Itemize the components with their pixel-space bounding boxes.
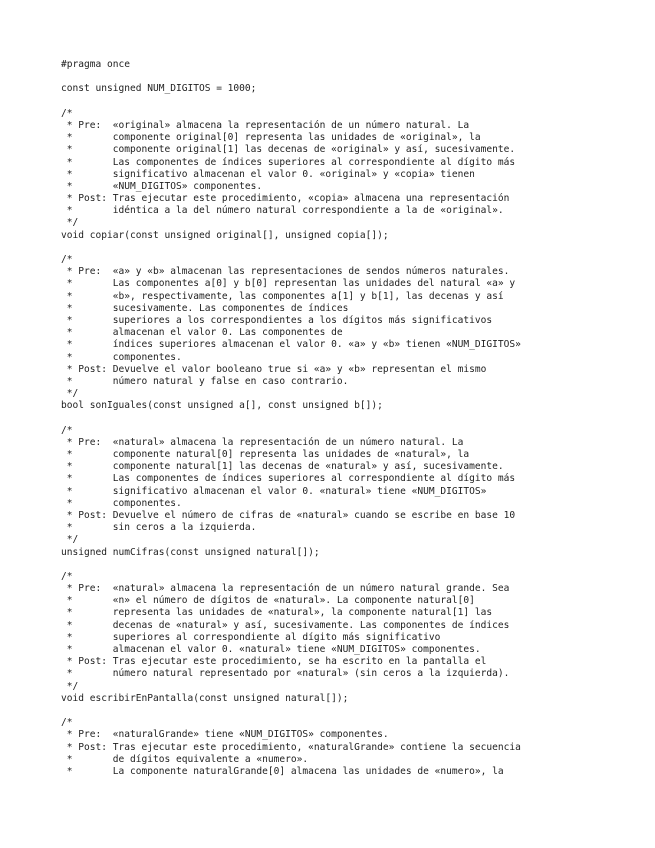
comment-line: * Pre: «naturalGrande» tiene «NUM_DIGITOS» componentes. (61, 729, 389, 741)
blank-line (61, 412, 641, 424)
blank-line (61, 242, 641, 254)
comment-line: * «n» el número de dígitos de «natural». La componente natural[0] (61, 595, 475, 607)
comment-line: * almacenan el valor 0. «natural» tiene «NUM_DIGITOS» componentes. (61, 644, 481, 655)
comment-line: * almacenan el valor 0. Las componentes de (61, 327, 343, 339)
comment-line: * componente original[1] las decenas de «original» y así, sucesivamente. (61, 144, 516, 156)
declaration-line: void escribirEnPantalla(const unsigned natural[]); (61, 692, 349, 704)
comment-line: * componente original[0] representa las unidades de «original», la (61, 132, 481, 144)
declaration-line: bool sonIguales(const unsigned a[], const unsigned b[]); (61, 400, 383, 412)
comment-line: */ (61, 680, 79, 692)
comment-line: * Post: Devuelve el número de cifras de «natural» cuando se escribe en base 10 (61, 509, 516, 521)
comment-line: * representa las unidades de «natural», la componente natural[1] las (61, 607, 493, 619)
code-listing (61, 59, 641, 778)
blank-line (61, 71, 641, 83)
comment-line: */ (61, 217, 79, 229)
comment-line: * superiores al correspondiente al dígito más significativo (61, 631, 441, 643)
comment-line: * Post: Tras ejecutar este procedimiento, «naturalGrande» contiene la secuencia (61, 741, 521, 753)
comment-line: * componentes. (61, 351, 182, 363)
declaration-line: unsigned numCifras(const unsigned natural[]); (61, 546, 320, 558)
comment-line: * Post: Tras ejecutar este procedimiento, «copia» almacena una representación (61, 193, 510, 205)
comment-line: /* (61, 570, 73, 582)
comment-line: * Las componentes de índices superiores al correspondiente al dígito más (61, 156, 516, 168)
comment-line: * Las componentes de índices superiores al correspondiente al dígito más (61, 473, 516, 485)
comment-line: * componente natural[0] representa las unidades de «natural», la (61, 449, 470, 460)
comment-line: * La componente naturalGrande[0] almacena las unidades de «numero», la (61, 765, 504, 777)
comment-line: /* (61, 254, 73, 265)
comment-line: * Pre: «natural» almacena la representación de un número natural grande. Sea (61, 583, 510, 595)
comment-line: * Pre: «natural» almacena la representación de un número natural. La (61, 436, 464, 448)
comment-line: * sin ceros a la izquierda. (61, 522, 257, 534)
comment-line: * idéntica a la del número natural correspondiente a la de «original». (61, 205, 504, 217)
comment-line: * Post: Tras ejecutar este procedimiento, se ha escrito en la pantalla el (61, 656, 487, 668)
comment-line: * superiores a los correspondientes a los dígitos más significativos (61, 314, 493, 326)
comment-line: */ (61, 534, 79, 546)
comment-line: * Pre: «a» y «b» almacenan las representaciones de sendos números naturales. (61, 266, 510, 278)
declaration-line: const unsigned NUM_DIGITOS = 1000; (61, 83, 257, 95)
comment-line: */ (61, 388, 79, 400)
comment-line: * índices superiores almacenan el valor 0. «a» y «b» tienen «NUM_DIGITOS» (61, 339, 521, 351)
comment-line: * componente natural[1] las decenas de «natural» y así, sucesivamente. (61, 461, 504, 473)
comment-line: * sucesivamente. Las componentes de índices (61, 302, 349, 314)
blank-line (61, 96, 641, 108)
comment-line: * Pre: «original» almacena la representación de un número natural. La (61, 119, 470, 131)
comment-line: * decenas de «natural» y así, sucesivamente. Las componentes de índices (61, 619, 510, 631)
comment-line: * «NUM_DIGITOS» componentes. (61, 180, 263, 192)
comment-line: * número natural y false en caso contrario. (61, 375, 349, 387)
blank-line (61, 559, 641, 571)
comment-line: * significativo almacenan el valor 0. «original» y «copia» tienen (61, 168, 475, 180)
comment-line: /* (61, 424, 73, 436)
declaration-line: void copiar(const unsigned original[], unsigned copia[]); (61, 229, 389, 241)
comment-line: /* (61, 717, 73, 729)
comment-line: * Post: Devuelve el valor booleano true si «a» y «b» representan el mismo (61, 363, 487, 375)
comment-line: * número natural representado por «natural» (sin ceros a la izquierda). (61, 668, 510, 680)
preprocessor-line: #pragma once (61, 59, 130, 70)
comment-line: * de dígitos equivalente a «numero». (61, 753, 309, 765)
comment-line: * Las componentes a[0] y b[0] representan las unidades del natural «a» y (61, 278, 516, 290)
blank-line (61, 705, 641, 717)
comment-line: * significativo almacenan el valor 0. «natural» tiene «NUM_DIGITOS» (61, 485, 487, 497)
comment-line: /* (61, 107, 73, 119)
comment-line: * componentes. (61, 497, 182, 509)
comment-line: * «b», respectivamente, las componentes a[1] y b[1], las decenas y así (61, 290, 504, 302)
